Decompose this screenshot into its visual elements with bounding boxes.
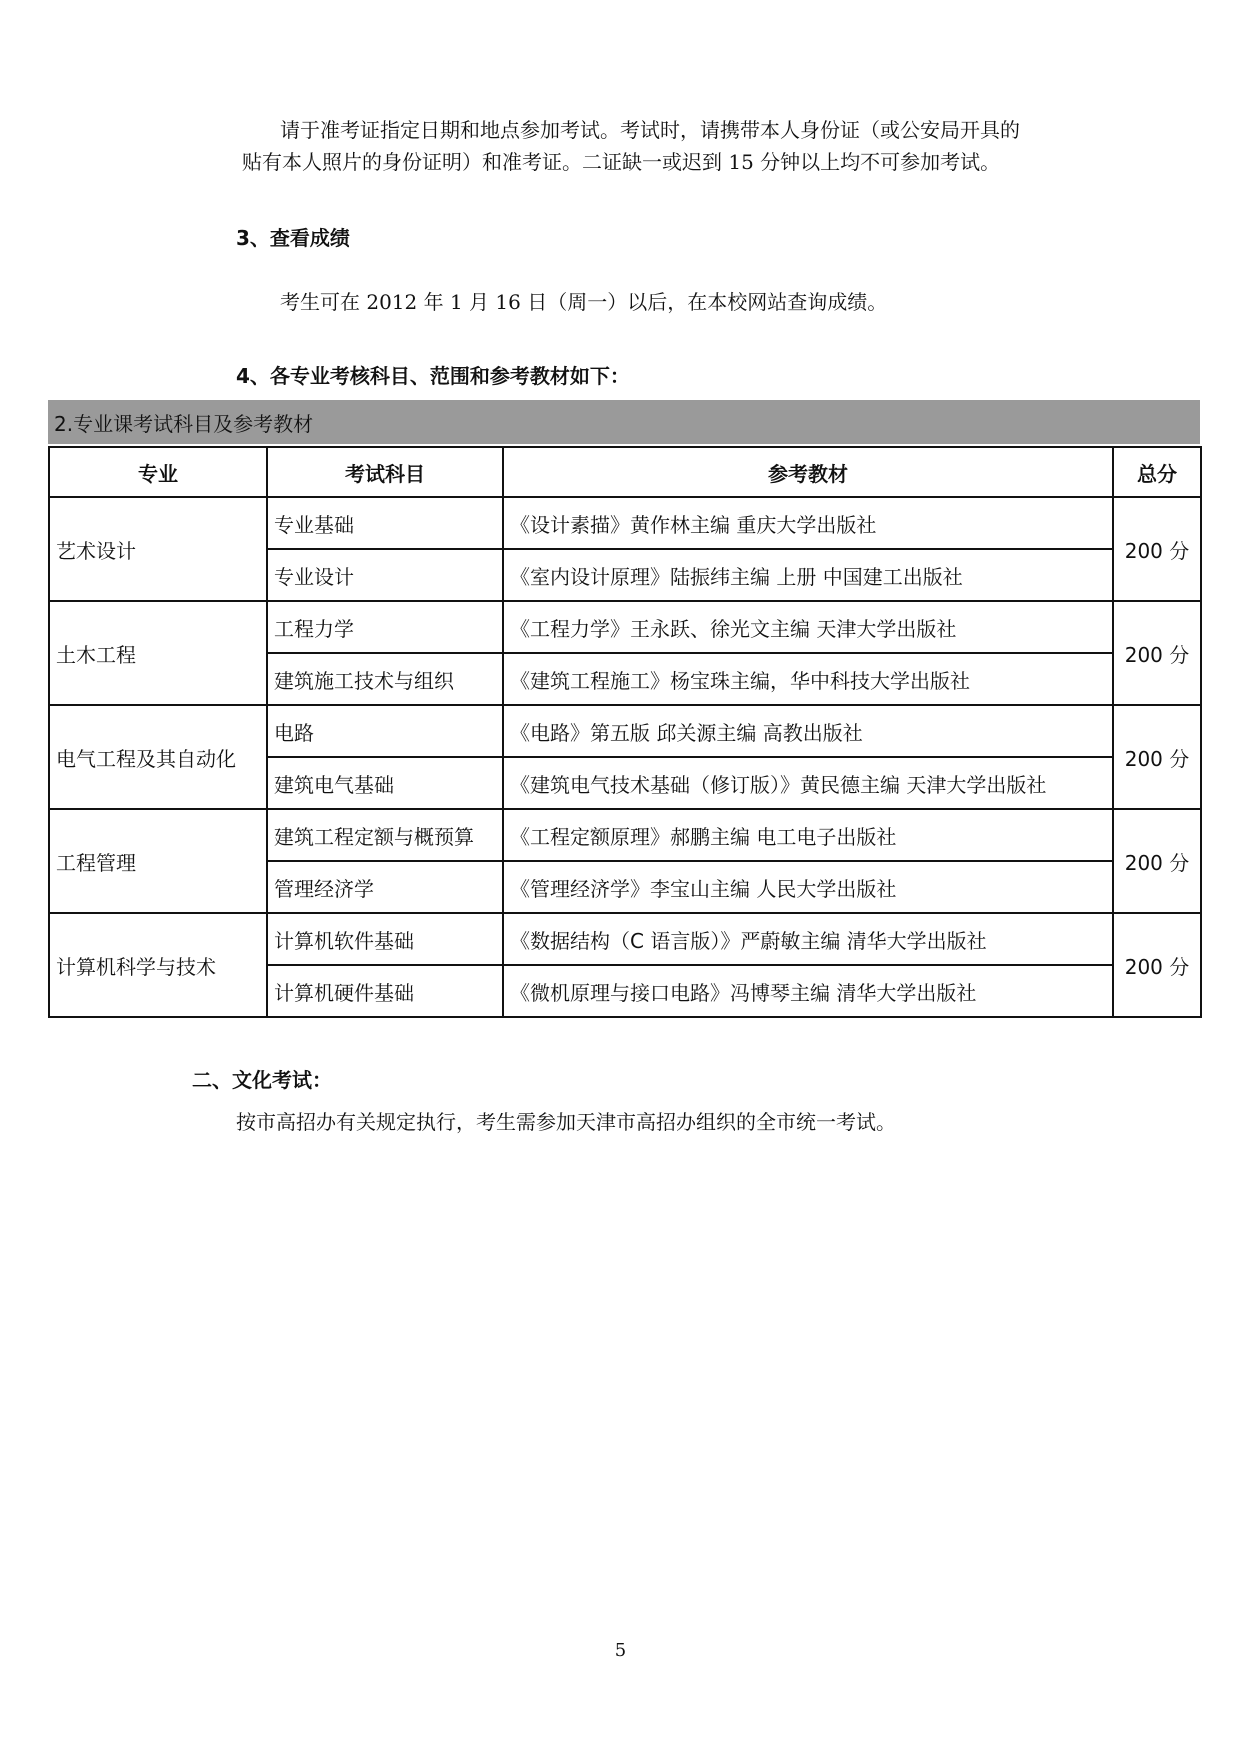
subject-cell: 计算机硬件基础: [267, 965, 503, 1017]
section-heading: 4、各专业考核科目、范围和参考教材如下：: [236, 364, 630, 388]
paragraph-line: 请于准考证指定日期和地点参加考试。考试时，请携带本人身份证（或公安局开具的: [280, 118, 1020, 142]
book-cell: 《数据结构（C 语言版）》严蔚敏主编 清华大学出版社: [503, 913, 1113, 965]
book-cell: 《工程定额原理》郝鹏主编 电工电子出版社: [503, 809, 1113, 861]
section-heading: 3、查看成绩: [236, 226, 350, 250]
major-cell: 艺术设计: [49, 497, 267, 601]
subject-cell: 专业基础: [267, 497, 503, 549]
table-row: [49, 705, 1201, 757]
header-subject: 考试科目: [267, 447, 503, 497]
subject-cell: 专业设计: [267, 549, 503, 601]
paragraph: 考生可在 2012 年 1 月 16 日（周一）以后，在本校网站查询成绩。: [280, 290, 888, 314]
subject-cell: 建筑施工技术与组织: [267, 653, 503, 705]
book-cell: 《管理经济学》李宝山主编 人民大学出版社: [503, 861, 1113, 913]
major-cell: 工程管理: [49, 809, 267, 913]
table-row: [49, 601, 1201, 653]
major-cell: 计算机科学与技术: [49, 913, 267, 1017]
paragraph-line: 贴有本人照片的身份证明）和准考证。二证缺一或迟到 15 分钟以上均不可参加考试。: [242, 150, 1001, 174]
table-caption: 2.专业课考试科目及参考教材: [48, 400, 1200, 444]
total-cell: 200 分: [1113, 705, 1201, 809]
table-header-row: [49, 447, 1201, 497]
book-cell: 《建筑电气技术基础（修订版）》黄民德主编 天津大学出版社: [503, 757, 1113, 809]
page-number: 5: [614, 1640, 627, 1661]
subject-cell: 计算机软件基础: [267, 913, 503, 965]
total-cell: 200 分: [1113, 497, 1201, 601]
subject-cell: 管理经济学: [267, 861, 503, 913]
total-cell: 200 分: [1113, 913, 1201, 1017]
book-cell: 《建筑工程施工》杨宝珠主编，华中科技大学出版社: [503, 653, 1113, 705]
table-row: [49, 497, 1201, 549]
book-cell: 《室内设计原理》陆振纬主编 上册 中国建工出版社: [503, 549, 1113, 601]
paragraph: 按市高招办有关规定执行，考生需参加天津市高招办组织的全市统一考试。: [236, 1110, 896, 1134]
book-cell: 《工程力学》王永跃、徐光文主编 天津大学出版社: [503, 601, 1113, 653]
book-cell: 《微机原理与接口电路》冯博琴主编 清华大学出版社: [503, 965, 1113, 1017]
header-major: 专业: [49, 447, 267, 497]
section-heading: 二、文化考试：: [192, 1068, 332, 1092]
major-cell: 土木工程: [49, 601, 267, 705]
subject-cell: 工程力学: [267, 601, 503, 653]
table-row: [49, 809, 1201, 861]
exam-table: [48, 446, 1202, 1018]
header-total: 总分: [1113, 447, 1201, 497]
book-cell: 《电路》第五版 邱关源主编 高教出版社: [503, 705, 1113, 757]
header-book: 参考教材: [503, 447, 1113, 497]
total-cell: 200 分: [1113, 601, 1201, 705]
major-cell: 电气工程及其自动化: [49, 705, 267, 809]
subject-cell: 建筑工程定额与概预算: [267, 809, 503, 861]
subject-cell: 电路: [267, 705, 503, 757]
subject-cell: 建筑电气基础: [267, 757, 503, 809]
table-row: [49, 913, 1201, 965]
total-cell: 200 分: [1113, 809, 1201, 913]
book-cell: 《设计素描》黄作林主编 重庆大学出版社: [503, 497, 1113, 549]
